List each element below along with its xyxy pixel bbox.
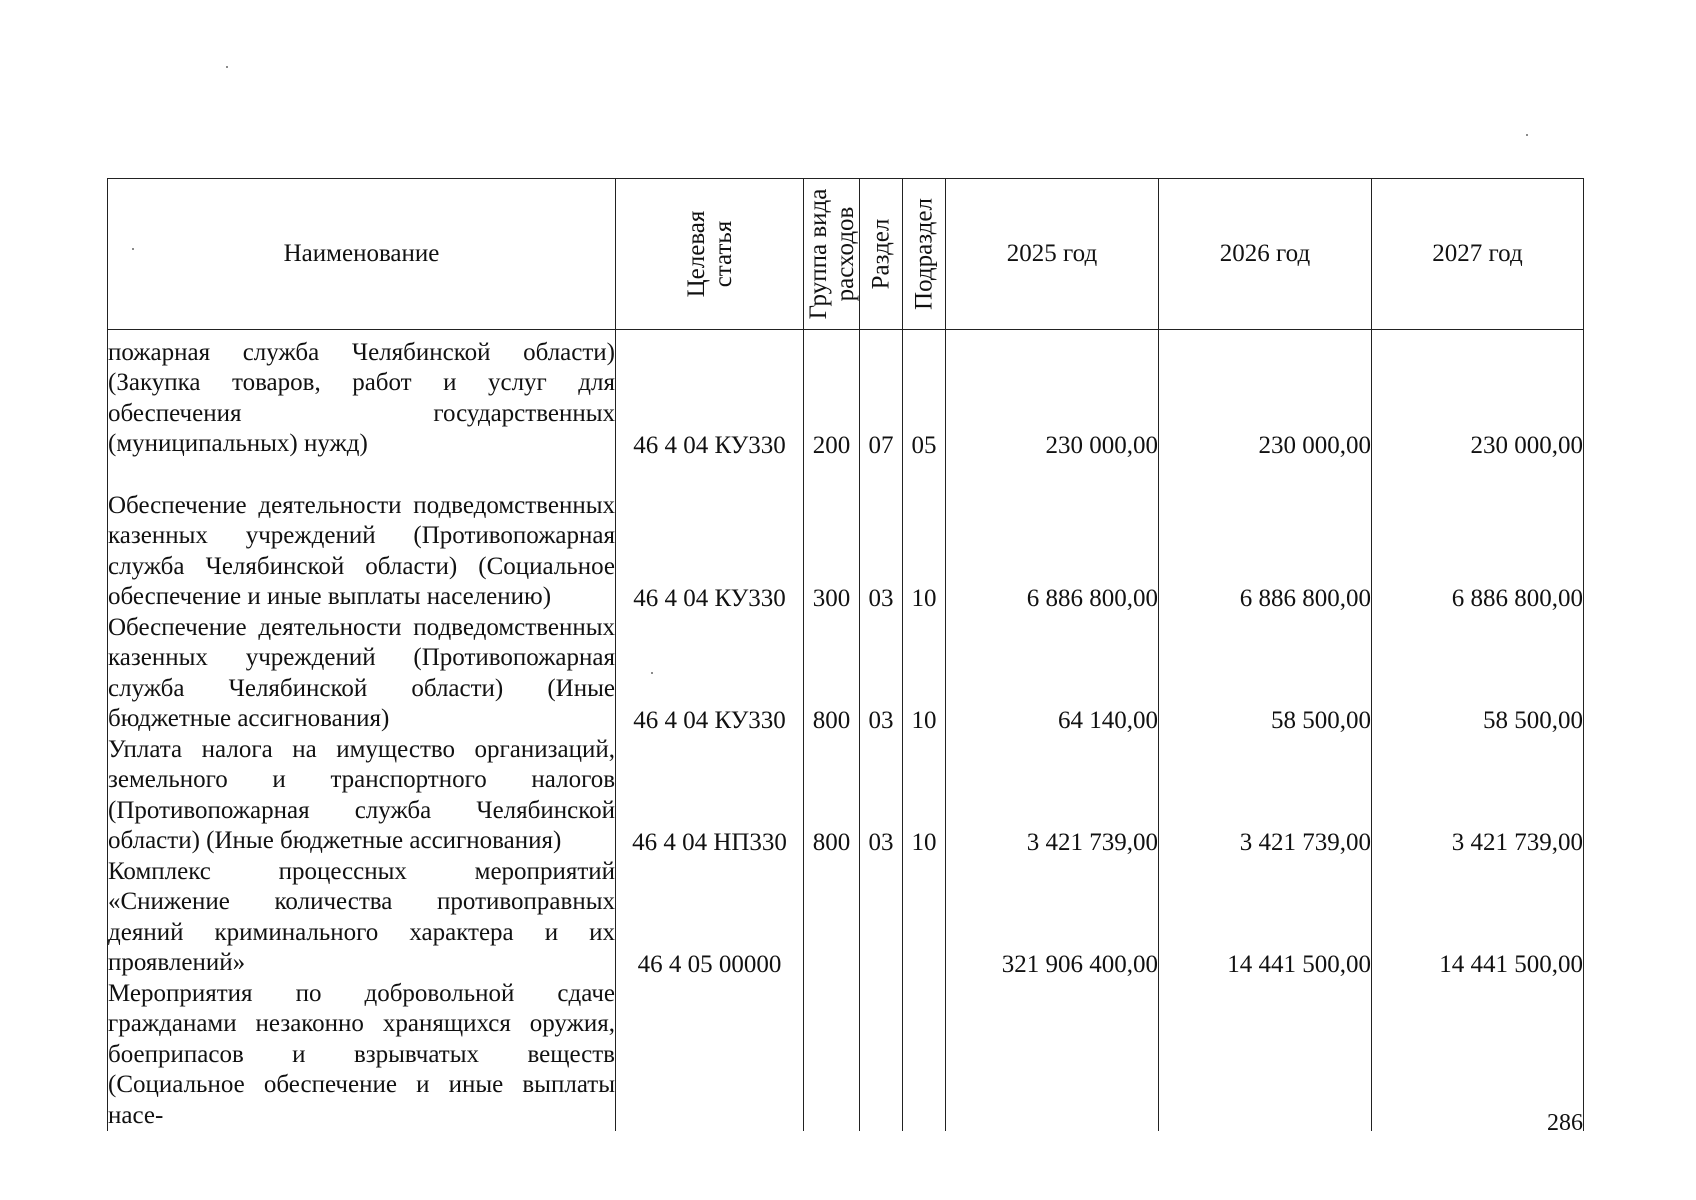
row-amount-2026 [1159, 979, 1372, 1132]
row-amount-2025: 64 140,00 [946, 613, 1159, 735]
row-amount-2025: 6 886 800,00 [946, 460, 1159, 613]
row-target-code: 46 4 04 КУ330 [616, 613, 804, 735]
header-name: Наименование [108, 179, 616, 330]
row-amount-2027 [1372, 979, 1584, 1132]
header-subsection [903, 179, 946, 330]
row-name: Обеспечение деятельности подведомственных казенных учреждений (Противопожарная служба Челябинской области) (Иные бюджетные ассигнования) [108, 613, 616, 735]
row-section [860, 857, 903, 979]
header-section-label: Раздел [867, 218, 895, 290]
table-row [108, 979, 1584, 1132]
header-subsection-label: Подраздел [910, 198, 938, 310]
row-target-code: 46 4 04 НП330 [616, 735, 804, 857]
row-amount-2026: 3 421 739,00 [1159, 735, 1372, 857]
header-expense-group [804, 179, 860, 330]
row-group: 800 [804, 735, 860, 857]
row-amount-2026: 230 000,00 [1159, 330, 1372, 460]
row-amount-2025 [946, 979, 1159, 1132]
table-row [108, 330, 1584, 460]
row-amount-2026: 58 500,00 [1159, 613, 1372, 735]
header-group-line2: расходов [831, 206, 859, 302]
row-amount-2025: 321 906 400,00 [946, 857, 1159, 979]
row-amount-2027: 14 441 500,00 [1372, 857, 1584, 979]
row-name: Комплекс процессных мероприятий «Снижение количества противоправных деяний криминального характера и их проявлений» [108, 857, 616, 979]
row-subsection: 10 [903, 460, 946, 613]
row-group [804, 979, 860, 1132]
row-group: 200 [804, 330, 860, 460]
header-target-line1: Целевая [682, 210, 710, 298]
row-subsection: 10 [903, 613, 946, 735]
row-target-code: 46 4 05 00000 [616, 857, 804, 979]
row-name: пожарная служба Челябинской области) (Закупка товаров, работ и услуг для обеспечения государственных (муниципальных) нужд) [108, 330, 616, 460]
scan-speck [226, 66, 228, 68]
header-group-line1: Группа вида [804, 188, 832, 320]
row-target-code: 46 4 04 КУ330 [616, 460, 804, 613]
row-target-code: 46 4 04 КУ330 [616, 330, 804, 460]
row-section [860, 979, 903, 1132]
row-subsection: 05 [903, 330, 946, 460]
row-amount-2027: 58 500,00 [1372, 613, 1584, 735]
row-amount-2025: 3 421 739,00 [946, 735, 1159, 857]
row-amount-2027: 3 421 739,00 [1372, 735, 1584, 857]
row-amount-2027: 230 000,00 [1372, 330, 1584, 460]
header-year-2025: 2025 год [946, 179, 1159, 330]
header-section [860, 179, 903, 330]
table-header-row [108, 179, 1584, 330]
header-year-2027: 2027 год [1372, 179, 1584, 330]
row-section: 07 [860, 330, 903, 460]
header-target-line2: статья [709, 220, 737, 288]
row-subsection [903, 857, 946, 979]
row-target-code [616, 979, 804, 1132]
scan-speck [1526, 134, 1528, 136]
row-amount-2026: 14 441 500,00 [1159, 857, 1372, 979]
row-group: 800 [804, 613, 860, 735]
page-number: 286 [1547, 1110, 1583, 1136]
row-group [804, 857, 860, 979]
row-group: 300 [804, 460, 860, 613]
row-subsection: 10 [903, 735, 946, 857]
row-name: Мероприятия по добровольной сдаче гражданами незаконно хранящихся оружия, боеприпасов и взрывчатых веществ (Социальное обеспечение и иные выплаты насе- [108, 979, 616, 1132]
table-row [108, 613, 1584, 735]
table-row [108, 460, 1584, 613]
table-row [108, 735, 1584, 857]
row-subsection [903, 979, 946, 1132]
budget-table [107, 178, 1584, 1131]
row-amount-2027: 6 886 800,00 [1372, 460, 1584, 613]
table-row [108, 857, 1584, 979]
row-section: 03 [860, 613, 903, 735]
header-year-2026: 2026 год [1159, 179, 1372, 330]
row-amount-2026: 6 886 800,00 [1159, 460, 1372, 613]
row-name: Обеспечение деятельности подведомственных казенных учреждений (Противопожарная служба Челябинской области) (Социальное обеспечение и иные выплаты населению) [108, 460, 616, 613]
row-section: 03 [860, 460, 903, 613]
row-amount-2025: 230 000,00 [946, 330, 1159, 460]
row-section: 03 [860, 735, 903, 857]
row-name: Уплата налога на имущество организаций, земельного и транспортного налогов (Противопожарная служба Челябинской области) (Иные бюджетные ассигнования) [108, 735, 616, 857]
header-target-article [616, 179, 804, 330]
